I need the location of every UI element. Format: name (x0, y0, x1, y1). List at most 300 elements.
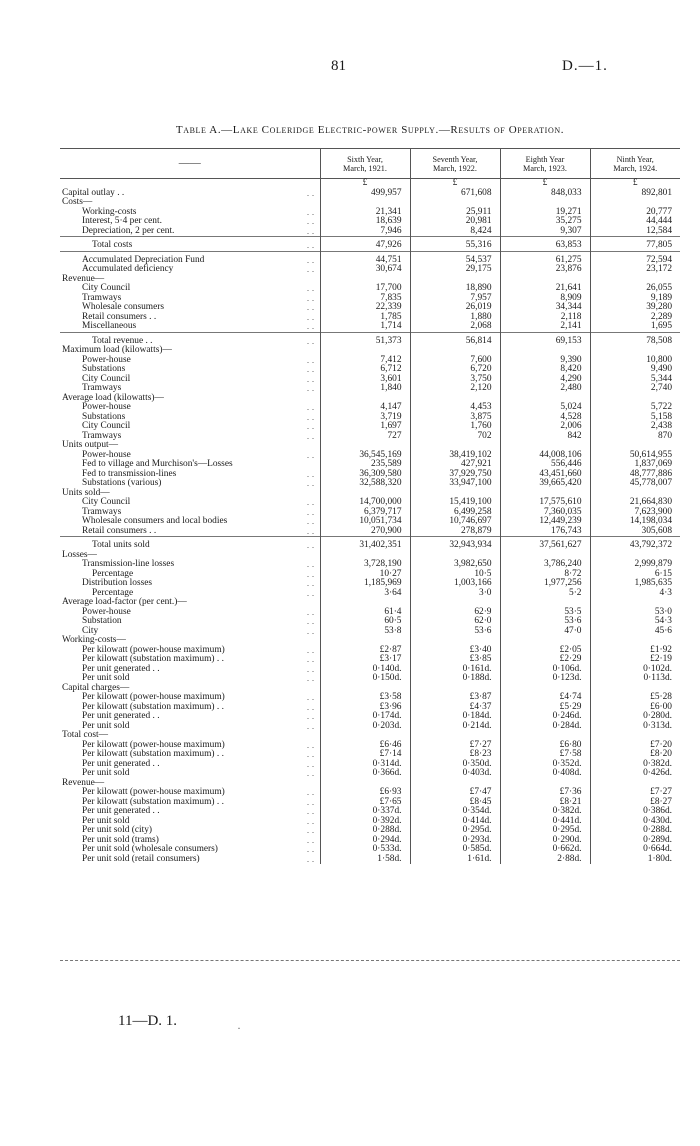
value-cell: 4,453 (410, 403, 500, 413)
leader-dots: . . (307, 469, 315, 479)
leader-dots: . . (307, 312, 315, 322)
value-cell: 9,189 (590, 294, 680, 304)
value-cell: £7·58 (500, 750, 590, 760)
value-cell: 9,307 (500, 227, 590, 237)
row-label: Per unit generated . . (82, 806, 160, 816)
value-cell: £7·65 (320, 798, 410, 808)
row-label: Per kilowatt (power-house maximum) (82, 692, 225, 702)
value-cell: 7,835 (320, 294, 410, 304)
table-row (60, 189, 680, 199)
value-cell: 2,118 (500, 313, 590, 323)
value-cell: 1,185,969 (320, 579, 410, 589)
leader-dots (304, 198, 320, 208)
leader-dots: . . (307, 788, 315, 797)
section-reference: D.—1. (562, 58, 608, 74)
value-cell: 3,601 (320, 375, 410, 385)
table-row (60, 769, 680, 779)
row-label: Average load (kilowatts)— (62, 392, 164, 403)
leader-dots: . . (307, 816, 315, 826)
value-cell: 0·288d. (590, 826, 680, 836)
leader-dots (304, 684, 320, 694)
value-cell: 278,879 (410, 527, 500, 537)
leader-dots: . . (307, 626, 315, 636)
value-cell: 848,033 (500, 189, 590, 199)
value-cell: £6·46 (320, 741, 410, 751)
value-cell: 6,379,717 (320, 508, 410, 518)
leader-dots: . . (307, 498, 315, 507)
leader-dots: . . (307, 759, 315, 769)
value-cell: 53·5 (500, 608, 590, 618)
value-cell: 26,019 (410, 303, 500, 313)
row-label: Average load-factor (per cent.)— (62, 597, 187, 607)
table-row (60, 227, 680, 237)
value-cell: £2·87 (320, 646, 410, 656)
table-row (60, 413, 680, 423)
value-cell: 4,528 (500, 413, 590, 423)
row-label: Fed to village and Murchison's—Losses (82, 459, 233, 469)
value-cell: 43,451,660 (500, 470, 590, 480)
table-row (60, 284, 680, 294)
leader-dots: . . (307, 750, 315, 759)
table-row (60, 432, 680, 442)
value-cell: 727 (320, 432, 410, 442)
value-cell: 61,275 (500, 256, 590, 266)
column-header-title: Ninth Year, (616, 154, 654, 164)
value-cell: 7,957 (410, 294, 500, 304)
value-cell: 0·174d. (320, 712, 410, 722)
value-cell: 7,360,035 (500, 508, 590, 518)
table-row (60, 855, 680, 865)
value-cell: 8,909 (500, 294, 590, 304)
leader-dots: . . (307, 431, 315, 441)
leader-dots: . . (307, 217, 315, 226)
table-row (60, 198, 680, 208)
row-label: Working-costs (82, 206, 137, 217)
value-cell: 39,280 (590, 303, 680, 313)
row-label: Working-costs— (62, 635, 126, 645)
value-cell: 69,153 (500, 337, 590, 347)
table-row (60, 541, 680, 551)
header-dash: —— (60, 149, 320, 179)
value-cell: 0·284d. (500, 722, 590, 732)
row-label: Total units sold (92, 540, 150, 550)
leader-dots (304, 179, 320, 189)
value-cell: 30,674 (320, 265, 410, 275)
value-cell: £3·17 (320, 655, 410, 665)
leader-dots: . . (307, 826, 315, 835)
value-cell: 14,700,000 (320, 498, 410, 508)
value-cell: 10,746,697 (410, 517, 500, 527)
table-row (60, 322, 680, 332)
value-cell: 0·295d. (500, 826, 590, 836)
value-cell: 1,714 (320, 322, 410, 332)
row-label: Units output— (62, 440, 118, 450)
value-cell: 62·9 (410, 608, 500, 618)
value-cell: 4,147 (320, 403, 410, 413)
row-label: Substation (82, 616, 122, 626)
value-cell: 23,876 (500, 265, 590, 275)
value-cell: 8,424 (410, 227, 500, 237)
row-label: Power-house (82, 449, 131, 460)
column-header-subtitle: March, 1924. (613, 163, 658, 173)
row-label: Per unit sold (wholesale consumers) (82, 844, 218, 854)
value-cell: 0·188d. (410, 674, 500, 684)
value-cell: £ (500, 179, 590, 189)
row-label: Tramways (82, 292, 122, 303)
table-body (60, 179, 680, 865)
value-cell: 29,175 (410, 265, 500, 275)
value-cell: 10,051,734 (320, 517, 410, 527)
value-cell: 1,985,635 (590, 579, 680, 589)
row-label: Power-house (82, 354, 131, 365)
table-header-row (60, 149, 680, 179)
column-header-title: Eighth Year (525, 154, 565, 164)
value-cell: 842 (500, 432, 590, 442)
value-cell: 5,158 (590, 413, 680, 423)
value-cell: 54·3 (590, 617, 680, 627)
leader-dots: . . (307, 845, 315, 854)
value-cell: £2·19 (590, 655, 680, 665)
operation-results-table (60, 148, 680, 864)
leader-dots: . . (307, 617, 315, 626)
value-cell: 7,946 (320, 227, 410, 237)
value-cell: 0·280d. (590, 712, 680, 722)
value-cell: £3·87 (410, 693, 500, 703)
value-cell: 1,840 (320, 384, 410, 394)
row-label: City Council (82, 497, 131, 507)
value-cell: 7,623,900 (590, 508, 680, 518)
leader-dots: . . (307, 712, 315, 721)
row-label: Capital charges— (62, 682, 130, 693)
row-label: City Council (82, 373, 131, 384)
table-row (60, 403, 680, 413)
value-cell: 0·382d. (500, 807, 590, 817)
value-cell: 2,999,879 (590, 560, 680, 570)
value-cell: 0·366d. (320, 769, 410, 779)
value-cell: 0·293d. (410, 836, 500, 846)
leader-dots (304, 394, 320, 404)
value-cell: 6,712 (320, 365, 410, 375)
table-row (60, 598, 680, 608)
table-row (60, 479, 680, 489)
leader-dots: . . (307, 255, 315, 265)
leader-dots: . . (307, 207, 315, 217)
leader-dots (304, 779, 320, 789)
value-cell: 9,390 (500, 356, 590, 366)
value-cell: £7·27 (410, 741, 500, 751)
row-label: Per kilowatt (power-house maximum) (82, 787, 225, 797)
row-label: Retail consumers . . (82, 311, 157, 322)
value-cell: 20,777 (590, 208, 680, 218)
value-cell: 0·289d. (590, 836, 680, 846)
row-label: Per unit sold (82, 768, 130, 778)
value-cell: 0·354d. (410, 807, 500, 817)
value-cell: 56,814 (410, 337, 500, 347)
value-cell: £6·93 (320, 788, 410, 798)
value-cell: 176,743 (500, 527, 590, 537)
leader-dots: . . (307, 835, 315, 845)
leader-dots: . . (307, 374, 315, 384)
value-cell: 0·102d. (590, 665, 680, 675)
value-cell: 17,575,610 (500, 498, 590, 508)
value-cell: 0·392d. (320, 817, 410, 827)
row-label: Per kilowatt (power-house maximum) (82, 739, 225, 750)
row-label: Per kilowatt (substation maximum) . . (82, 796, 224, 807)
row-label: Per unit sold (82, 673, 130, 683)
leader-dots: . . (307, 541, 315, 550)
row-label: Per unit sold (82, 720, 130, 731)
value-cell: 0·585d. (410, 845, 500, 855)
value-cell: £3·85 (410, 655, 500, 665)
leader-dots: . . (307, 284, 315, 293)
footer-signature: 11—D. 1. (118, 1013, 178, 1029)
value-cell: 270,900 (320, 527, 410, 537)
value-cell: 0·150d. (320, 674, 410, 684)
value-cell: 63,853 (500, 241, 590, 251)
value-cell: 2,740 (590, 384, 680, 394)
row-label (60, 179, 304, 189)
value-cell: 3,982,650 (410, 560, 500, 570)
value-cell: 22,339 (320, 303, 410, 313)
value-cell: 0·288d. (320, 826, 410, 836)
value-cell: 0·290d. (500, 836, 590, 846)
value-cell: 0·294d. (320, 836, 410, 846)
table-row (60, 760, 680, 770)
row-label: Total costs (92, 240, 133, 250)
table-row (60, 674, 680, 684)
value-cell: 6·15 (590, 570, 680, 580)
row-label: Percentage (92, 568, 134, 579)
value-cell: £2·29 (500, 655, 590, 665)
row-label: Wholesale consumers and local bodies (82, 516, 228, 526)
column-header (410, 149, 500, 179)
value-cell: 53·6 (410, 627, 500, 637)
value-cell: 1·58d. (320, 855, 410, 865)
table-row (60, 579, 680, 589)
value-cell: 53·0 (590, 608, 680, 618)
value-cell: £3·40 (410, 646, 500, 656)
value-cell: 0·662d. (500, 845, 590, 855)
row-label: Wholesale consumers (82, 302, 165, 312)
table-title: Table A.—Lake Coleridge Electric-power Supply.—Results of Operation. (175, 124, 565, 136)
value-cell: 1,003,166 (410, 579, 500, 589)
row-label: Per kilowatt (substation maximum) . . (82, 701, 224, 712)
value-cell: 0·295d. (410, 826, 500, 836)
value-cell: 1,977,256 (500, 579, 590, 589)
value-cell: 0·113d. (590, 674, 680, 684)
column-header-subtitle: March, 1923. (523, 163, 567, 173)
value-cell: 32,588,320 (320, 479, 410, 489)
value-cell: £7·27 (590, 788, 680, 798)
value-cell: 892,801 (590, 189, 680, 199)
value-cell: 50,614,955 (590, 451, 680, 461)
value-cell: 38,419,102 (410, 451, 500, 461)
value-cell: £8·45 (410, 798, 500, 808)
row-label: Per kilowatt (substation maximum) . . (82, 749, 224, 759)
table-row (60, 617, 680, 627)
value-cell: 26,055 (590, 284, 680, 294)
row-label: Total cost— (62, 730, 108, 740)
value-cell: 1·61d. (410, 855, 500, 865)
row-label: Substations (various) (82, 478, 162, 488)
leader-dots (304, 460, 320, 470)
value-cell: 15,419,100 (410, 498, 500, 508)
value-cell: 12,449,239 (500, 517, 590, 527)
value-cell: 19,271 (500, 208, 590, 218)
value-cell: 2,141 (500, 322, 590, 332)
row-label: City Council (82, 283, 131, 293)
value-cell: £5·28 (590, 693, 680, 703)
leader-dots: . . (307, 517, 315, 526)
row-label: Costs— (62, 197, 93, 207)
value-cell: 0·414d. (410, 817, 500, 827)
value-cell: 1,837,069 (590, 460, 680, 470)
value-cell: 51,373 (320, 337, 410, 347)
row-label: Units sold— (62, 487, 110, 498)
value-cell: 21,641 (500, 284, 590, 294)
leader-dots (304, 275, 320, 285)
row-label: Fed to transmission-lines (82, 468, 177, 479)
table-row (60, 817, 680, 827)
value-cell: 1,880 (410, 313, 500, 323)
row-label: Accumulated deficiency (82, 264, 174, 274)
value-cell: £2·05 (500, 646, 590, 656)
value-cell: £7·20 (590, 741, 680, 751)
table-row (60, 712, 680, 722)
value-cell: 78,508 (590, 337, 680, 347)
value-cell: £ (410, 179, 500, 189)
value-cell: 25,911 (410, 208, 500, 218)
value-cell: 54,537 (410, 256, 500, 266)
value-cell: 37,929,750 (410, 470, 500, 480)
row-label: Interest, 5·4 per cent. (82, 216, 162, 226)
value-cell: 0·214d. (410, 722, 500, 732)
value-cell: 702 (410, 432, 500, 442)
row-label: Depreciation, 2 per cent. (82, 225, 175, 236)
leader-dots: . . (307, 355, 315, 365)
row-label: Per unit sold (retail consumers) (82, 853, 200, 864)
leader-dots: . . (307, 579, 315, 588)
value-cell: 10,800 (590, 356, 680, 366)
value-cell: £ (320, 179, 410, 189)
value-cell: 0·426d. (590, 769, 680, 779)
value-cell: 0·350d. (410, 760, 500, 770)
value-cell: 0·430d. (590, 817, 680, 827)
row-label: Revenue— (62, 777, 105, 788)
value-cell: 20,981 (410, 217, 500, 227)
value-cell: 0·106d. (500, 665, 590, 675)
leader-dots (304, 346, 320, 356)
leader-dots: . . (307, 721, 315, 731)
value-cell: 31,402,351 (320, 541, 410, 551)
leader-dots: . . (307, 664, 315, 674)
value-cell: 3,750 (410, 375, 500, 385)
value-cell: 305,608 (590, 527, 680, 537)
leader-dots: . . (307, 702, 315, 712)
value-cell: 0·386d. (590, 807, 680, 817)
value-cell: 0·441d. (500, 817, 590, 827)
table-row (60, 665, 680, 675)
value-cell: £6·80 (500, 741, 590, 751)
leader-dots: . . (307, 188, 315, 198)
leader-dots: . . (307, 655, 315, 664)
leader-dots: . . (307, 645, 315, 655)
value-cell: 21,341 (320, 208, 410, 218)
leader-dots: . . (307, 336, 315, 346)
value-cell: 2,289 (590, 313, 680, 323)
value-cell: 3,728,190 (320, 560, 410, 570)
leader-dots: . . (307, 226, 315, 236)
value-cell: 44,751 (320, 256, 410, 266)
value-cell: 37,561,627 (500, 541, 590, 551)
value-cell: 3,786,240 (500, 560, 590, 570)
row-label: Percentage (92, 587, 134, 598)
row-label: Per unit sold (city) (82, 825, 153, 835)
value-cell: 235,589 (320, 460, 410, 470)
value-cell: 2,438 (590, 422, 680, 432)
value-cell: 72,594 (590, 256, 680, 266)
table-row (60, 313, 680, 323)
value-cell: 5,722 (590, 403, 680, 413)
stray-mark: · (237, 1021, 241, 1035)
value-cell: 12,584 (590, 227, 680, 237)
value-cell: 1,785 (320, 313, 410, 323)
value-cell: 45,778,007 (590, 479, 680, 489)
value-cell: 427,921 (410, 460, 500, 470)
leader-dots: . . (307, 588, 315, 598)
column-header-title: Seventh Year, (432, 154, 478, 164)
value-cell: £5·29 (500, 703, 590, 713)
value-cell: 53·8 (320, 627, 410, 637)
value-cell: 61·4 (320, 608, 410, 618)
value-cell: 44,444 (590, 217, 680, 227)
row-label: Tramways (82, 430, 122, 441)
value-cell: 21,664,830 (590, 498, 680, 508)
column-header (500, 149, 590, 179)
value-cell: 2,120 (410, 384, 500, 394)
row-label: Per unit generated . . (82, 711, 160, 721)
value-cell: 1,695 (590, 322, 680, 332)
value-cell: 2,068 (410, 322, 500, 332)
leader-dots: . . (307, 450, 315, 460)
leader-dots (304, 551, 320, 561)
table-row (60, 560, 680, 570)
row-label: Revenue— (62, 273, 105, 284)
value-cell: 18,890 (410, 284, 500, 294)
value-cell: 5,344 (590, 375, 680, 385)
value-cell: 18,639 (320, 217, 410, 227)
row-label: Per kilowatt (power-house maximum) (82, 644, 225, 655)
value-cell: 0·314d. (320, 760, 410, 770)
row-label: Per unit generated . . (82, 663, 160, 674)
value-cell: 3,875 (410, 413, 500, 423)
table-row (60, 241, 680, 251)
leader-dots: . . (307, 740, 315, 750)
table-row (60, 265, 680, 275)
row-label: City (82, 625, 99, 636)
row-label: Per unit sold (82, 815, 130, 826)
value-cell: 499,957 (320, 189, 410, 199)
value-cell: £8·23 (410, 750, 500, 760)
value-cell: 3·64 (320, 589, 410, 599)
value-cell: 10·27 (320, 570, 410, 580)
value-cell: 0·408d. (500, 769, 590, 779)
value-cell: £ (590, 179, 680, 189)
value-cell: 55,316 (410, 241, 500, 251)
value-cell: 62·0 (410, 617, 500, 627)
value-cell: 0·184d. (410, 712, 500, 722)
column-header (590, 149, 680, 179)
